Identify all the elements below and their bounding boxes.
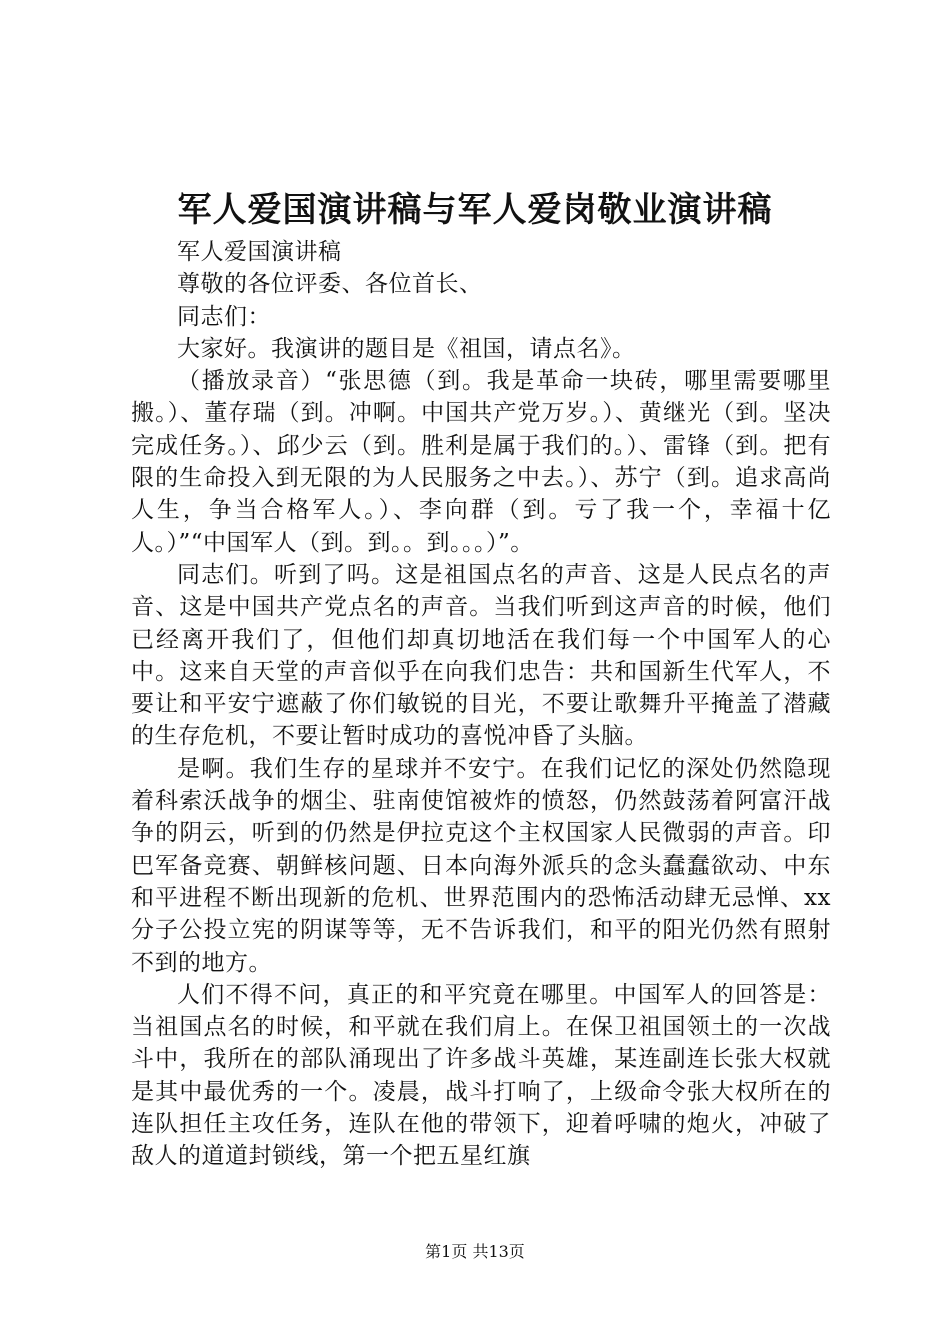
paragraph-peace-on-shoulders: 人们不得不问，真正的和平究竟在哪里。中国军人的回答是：当祖国点名的时候，和平就在我们肩上。在保卫祖国领土的一次战斗中，我所在的部队涌现出了许多战斗英雄，某连副连长张大权就是其中最优秀的一个。凌晨，战斗打响了，上级命令张大权所在的连队担任主攻任务，连队在他的带领下，迎着呼啸的炮火，冲破了敌人的道道封锁线，第一个把五星红旗 bbox=[131, 981, 831, 1170]
paragraph-comrades: 同志们： bbox=[177, 303, 271, 330]
paragraph-voice-of-motherland: 同志们。听到了吗。这是祖国点名的声音、这是人民点名的声音、这是中国共产党点名的声音。当我们听到这声音的时候，他们已经离开我们了，但他们却真切地活在我们每一个中国军人的心中。这来自天堂的声音似乎在向我们忠告：共和国新生代军人，不要让和平安宁遮蔽了你们敏锐的目光，不要让歌舞升平掩盖了潜藏的生存危机，不要让暂时成功的喜悦冲昏了头脑。 bbox=[131, 561, 831, 750]
paragraph-world-situation: 是啊。我们生存的星球并不安宁。在我们记忆的深处仍然隐现着科索沃战争的烟尘、驻南使馆被炸的愤怒，仍然鼓荡着阿富汗战争的阴云，听到的仍然是伊拉克这个主权国家人民微弱的声音。印巴军备竞赛、朝鲜核问题、日本向海外派兵的念头蠢蠢欲动、中东和平进程不断出现新的危机、世界范围内的恐怖活动肆无忌惮、xx分子公投立宪的阴谋等等，无不告诉我们，和平的阳光仍然有照射不到的地方。 bbox=[131, 755, 831, 976]
paragraph-roll-call: （播放录音）“张思德（到。我是革命一块砖，哪里需要哪里搬。）、董存瑞（到。冲啊。中国共产党万岁。）、黄继光（到。坚决完成任务。）、邱少云（到。胜利是属于我们的。）、雷锋（到。把有限的生命投入到无限的为人民服务之中去。）、苏宁（到。追求高尚人生，争当合格军人。）、李向群（到。亏了我一个，幸福十亿人。）”“中国军人（到。到。。到。。。）”。 bbox=[131, 368, 831, 556]
page-number-footer: 第1页 共13页 bbox=[425, 1242, 525, 1261]
document-body bbox=[131, 236, 831, 1173]
paragraph-salutation: 尊敬的各位评委、各位首长、 bbox=[177, 271, 483, 298]
paragraph-speech-heading: 军人爱国演讲稿 bbox=[177, 239, 342, 265]
paragraph-greeting: 大家好。我演讲的题目是《祖国，请点名》。 bbox=[177, 335, 636, 362]
document-title: 军人爱国演讲稿与军人爱岗敬业演讲稿 bbox=[177, 190, 773, 230]
